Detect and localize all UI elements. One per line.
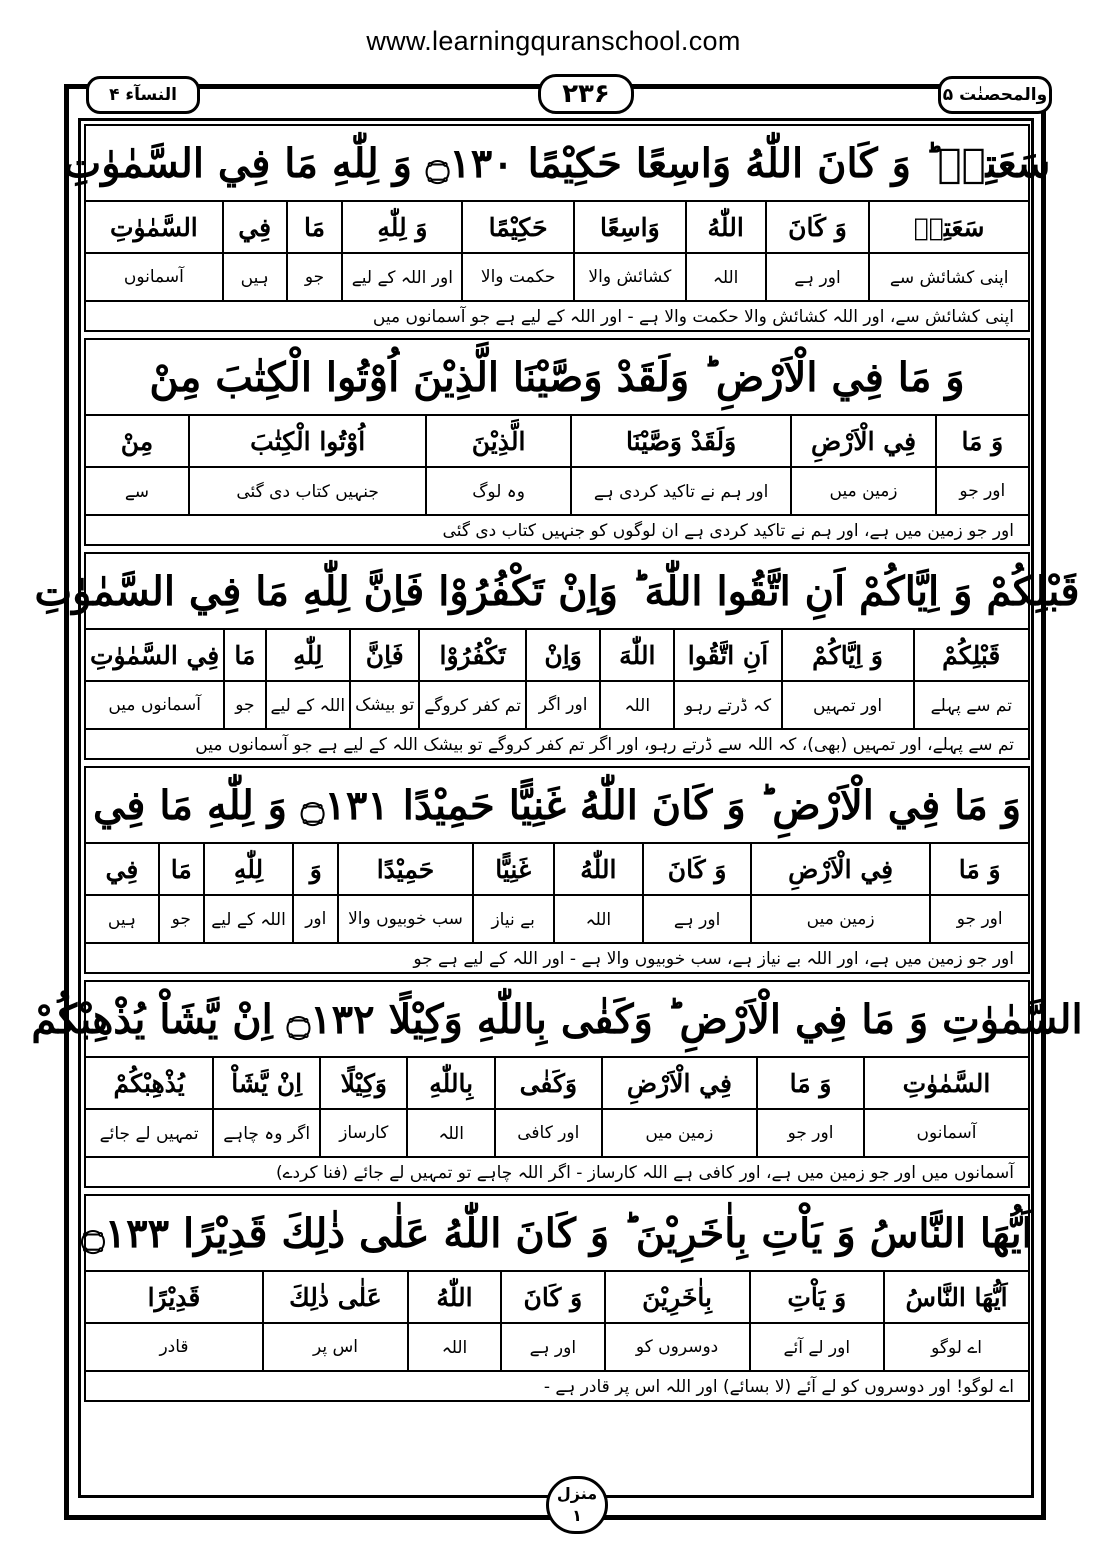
arabic-word-cell: وَ كَانَ bbox=[642, 844, 750, 896]
urdu-meaning-cell: اے لوگو bbox=[883, 1324, 1028, 1372]
urdu-meaning-cell: اور bbox=[292, 896, 337, 944]
urdu-meaning-cell: اس پر bbox=[262, 1324, 407, 1372]
urdu-meaning-cell: آسمانوں bbox=[863, 1110, 1028, 1158]
arabic-word-cell: فَاِنَّ bbox=[349, 630, 418, 682]
urdu-meaning-cell: ہیں bbox=[86, 896, 158, 944]
urdu-meaning-cell: زمین میں bbox=[601, 1110, 756, 1158]
arabic-word-cell: سَعَتِهٖ bbox=[868, 202, 1028, 254]
arabic-word-cell: بِاٰخَرِيْنَ bbox=[604, 1272, 749, 1324]
urdu-meaning-cell: دوسروں کو bbox=[604, 1324, 749, 1372]
website-url: www.learningquranschool.com bbox=[366, 26, 741, 56]
arabic-word-cell: اللّٰهُ bbox=[685, 202, 765, 254]
urdu-meaning-cell: جو bbox=[223, 682, 264, 730]
word-gloss-table bbox=[84, 1058, 1030, 1158]
urdu-translation-line: اے لوگو! اور دوسروں کو لے آئے (لا بسائے) اور اللہ اس پر قادر ہے - bbox=[84, 1372, 1030, 1402]
urdu-meaning-cell: تو بیشک bbox=[349, 682, 418, 730]
arabic-word-cell: السَّمٰوٰتِ bbox=[86, 202, 222, 254]
ayah-section bbox=[63, 124, 1051, 332]
urdu-meaning-cell: اپنی کشائش سے bbox=[868, 254, 1028, 302]
ayah-section bbox=[84, 338, 1030, 546]
urdu-meaning-cell: اللہ کے لیے bbox=[203, 896, 293, 944]
ayah-section bbox=[31, 980, 1083, 1188]
urdu-meaning-cell: اور ہے bbox=[500, 1324, 604, 1372]
surah-name-badge: النسآء ۴ bbox=[86, 76, 200, 114]
urdu-meaning-cell: تم سے پہلے bbox=[913, 682, 1028, 730]
word-gloss-table bbox=[84, 1272, 1030, 1372]
urdu-meaning-cell: اور جو bbox=[935, 468, 1028, 516]
urdu-translation-line: اپنی کشائش سے، اور اللہ کشائش والا حکمت والا ہے - اور اللہ کے لیے ہے جو آسمانوں میں bbox=[84, 302, 1030, 332]
page-number-badge: ۲۳۶ bbox=[538, 74, 634, 114]
urdu-meaning-cell: اور کافی bbox=[494, 1110, 601, 1158]
urdu-meaning-cell: جو bbox=[286, 254, 342, 302]
arabic-word-cell: مَا bbox=[286, 202, 342, 254]
arabic-word-cell: غَنِيًّا bbox=[472, 844, 553, 896]
arabic-word-cell: اللّٰهُ bbox=[407, 1272, 500, 1324]
urdu-meaning-cell: کارساز bbox=[319, 1110, 406, 1158]
urdu-meaning-cell: بے نیاز bbox=[472, 896, 553, 944]
arabic-word-cell: وَكِيْلًا bbox=[319, 1058, 406, 1110]
arabic-word-cell: وَ كَانَ bbox=[500, 1272, 604, 1324]
urdu-meaning-cell: اللہ bbox=[685, 254, 765, 302]
arabic-word-cell: وَاسِعًا bbox=[573, 202, 685, 254]
arabic-word-cell: لِلّٰهِ bbox=[265, 630, 350, 682]
urdu-meaning-cell: اور لے آئے bbox=[749, 1324, 884, 1372]
ayah-section bbox=[84, 766, 1030, 974]
word-gloss-table bbox=[84, 416, 1030, 516]
urdu-meaning-cell: قادر bbox=[86, 1324, 262, 1372]
arabic-word-cell: وَ اِيَّاكُمْ bbox=[781, 630, 913, 682]
arabic-word-cell: وَكَفٰى bbox=[494, 1058, 601, 1110]
urdu-translation-line: تم سے پہلے، اور تمہیں (بھی)، کہ اللہ سے ڈرتے رہو، اور اگر تم کفر کروگے تو بیشک اللہ کے لیے ہے جو آسمانوں میں bbox=[84, 730, 1030, 760]
urdu-meaning-cell: حکمت والا bbox=[461, 254, 573, 302]
urdu-meaning-cell: اور ہے bbox=[642, 896, 750, 944]
arabic-word-cell: اُوْتُوا الْكِتٰبَ bbox=[188, 416, 426, 468]
quran-page-body bbox=[31, 124, 1083, 1402]
urdu-meaning-cell: اللہ bbox=[553, 896, 643, 944]
urdu-meaning-cell: اور ہم نے تاکید کردی ہے bbox=[570, 468, 791, 516]
arabic-word-cell: مِنْ bbox=[86, 416, 188, 468]
arabic-word-cell: عَلٰى ذٰلِكَ bbox=[262, 1272, 407, 1324]
urdu-meaning-cell: سے bbox=[86, 468, 188, 516]
arabic-word-cell: فِي الْاَرْضِ bbox=[601, 1058, 756, 1110]
arabic-word-cell: السَّمٰوٰتِ bbox=[863, 1058, 1028, 1110]
urdu-translation-line: آسمانوں میں اور جو زمین میں ہے، اور کافی ہے اللہ کارساز - اگر اللہ چاہے تو تمہیں لے جائے (فنا کردے) bbox=[84, 1158, 1030, 1188]
urdu-meaning-cell: اگر وہ چاہے bbox=[212, 1110, 319, 1158]
arabic-word-cell: وَ كَانَ bbox=[765, 202, 869, 254]
arabic-word-cell: فِي bbox=[222, 202, 286, 254]
ayah-line: اَيُّهَا النَّاسُ وَ يَاْتِ بِاٰخَرِيْنَ ؕ وَ كَانَ اللّٰهُ عَلٰى ذٰلِكَ قَدِيْرًا ۝۱۳۳ bbox=[84, 1194, 1030, 1272]
urdu-meaning-cell: تمہیں لے جائے bbox=[86, 1110, 212, 1158]
arabic-word-cell: الَّذِيْنَ bbox=[425, 416, 569, 468]
arabic-word-cell: مَا bbox=[158, 844, 203, 896]
arabic-word-cell: اِنْ يَّشَاْ bbox=[212, 1058, 319, 1110]
urdu-meaning-cell: زمین میں bbox=[790, 468, 934, 516]
arabic-word-cell: اَنِ اتَّقُوا bbox=[673, 630, 780, 682]
ayah-section bbox=[34, 552, 1080, 760]
para-name-badge: والمحصنٰت ۵ bbox=[938, 76, 1052, 114]
manzil-number: ۱ bbox=[572, 1506, 582, 1525]
ayah-line: وَ مَا فِي الْاَرْضِ ؕ وَ كَانَ اللّٰهُ غَنِيًّا حَمِيْدًا ۝۱۳۱ وَ لِلّٰهِ مَا فِي bbox=[84, 766, 1030, 844]
arabic-word-cell: وَ مَا bbox=[756, 1058, 863, 1110]
arabic-word-cell: فِي الْاَرْضِ bbox=[790, 416, 934, 468]
urdu-meaning-cell: کہ ڈرتے رہو bbox=[673, 682, 780, 730]
ayah-line: وَ مَا فِي الْاَرْضِ ؕ وَلَقَدْ وَصَّيْنَا الَّذِيْنَ اُوْتُوا الْكِتٰبَ مِنْ bbox=[84, 338, 1030, 416]
arabic-word-cell: وَاِنْ bbox=[525, 630, 599, 682]
urdu-translation-line: اور جو زمین میں ہے، اور ہم نے تاکید کردی ہے ان لوگوں کو جنہیں کتاب دی گئی bbox=[84, 516, 1030, 546]
urdu-meaning-cell: اور اگر bbox=[525, 682, 599, 730]
arabic-word-cell: لِلّٰهِ bbox=[203, 844, 293, 896]
urdu-meaning-cell: اور ہے bbox=[765, 254, 869, 302]
urdu-meaning-cell: سب خوبیوں والا bbox=[337, 896, 472, 944]
arabic-word-cell: مَا bbox=[223, 630, 264, 682]
urdu-meaning-cell: اللہ bbox=[406, 1110, 493, 1158]
arabic-word-cell: حَمِيْدًا bbox=[337, 844, 472, 896]
urdu-meaning-cell: اللہ bbox=[407, 1324, 500, 1372]
urdu-meaning-cell: اور جو bbox=[756, 1110, 863, 1158]
ayah-line: السَّمٰوٰتِ وَ مَا فِي الْاَرْضِ ؕ وَكَفٰى بِاللّٰهِ وَكِيْلًا ۝۱۳۲ اِنْ يَّشَاْ يُذْهِبْكُمْ bbox=[84, 980, 1030, 1058]
word-gloss-table bbox=[84, 202, 1030, 302]
urdu-meaning-cell: اور جو bbox=[929, 896, 1028, 944]
arabic-word-cell: اَيُّهَا النَّاسُ bbox=[883, 1272, 1028, 1324]
arabic-word-cell: قَدِيْرًا bbox=[86, 1272, 262, 1324]
word-gloss-table bbox=[84, 630, 1030, 730]
word-gloss-table bbox=[84, 844, 1030, 944]
arabic-word-cell: اللّٰهُ bbox=[553, 844, 643, 896]
arabic-word-cell: فِي الْاَرْضِ bbox=[750, 844, 929, 896]
urdu-meaning-cell: وہ لوگ bbox=[425, 468, 569, 516]
arabic-word-cell: فِي السَّمٰوٰتِ bbox=[86, 630, 223, 682]
manzil-badge bbox=[546, 1476, 608, 1534]
arabic-word-cell: تَكْفُرُوْا bbox=[418, 630, 525, 682]
arabic-word-cell: يُذْهِبْكُمْ bbox=[86, 1058, 212, 1110]
arabic-word-cell: وَ لِلّٰهِ bbox=[341, 202, 461, 254]
arabic-word-cell: وَ bbox=[292, 844, 337, 896]
urdu-meaning-cell: اور تمہیں bbox=[781, 682, 913, 730]
ayah-section bbox=[81, 1194, 1033, 1402]
arabic-word-cell: فِي bbox=[86, 844, 158, 896]
urdu-meaning-cell: تم کفر کروگے bbox=[418, 682, 525, 730]
urdu-meaning-cell: ہیں bbox=[222, 254, 286, 302]
arabic-word-cell: بِاللّٰهِ bbox=[406, 1058, 493, 1110]
arabic-word-cell: وَ يَاْتِ bbox=[749, 1272, 884, 1324]
urdu-meaning-cell: زمین میں bbox=[750, 896, 929, 944]
urdu-meaning-cell: جو bbox=[158, 896, 203, 944]
ayah-line: سَعَتِهٖ ؕ وَ كَانَ اللّٰهُ وَاسِعًا حَكِيْمًا ۝۱۳۰ وَ لِلّٰهِ مَا فِي السَّمٰوٰتِ bbox=[84, 124, 1030, 202]
arabic-word-cell: قَبْلِكُمْ bbox=[913, 630, 1028, 682]
arabic-word-cell: وَ مَا bbox=[929, 844, 1028, 896]
arabic-word-cell: اللّٰهَ bbox=[599, 630, 673, 682]
ayah-line: قَبْلِكُمْ وَ اِيَّاكُمْ اَنِ اتَّقُوا اللّٰهَ ؕ وَاِنْ تَكْفُرُوْا فَاِنَّ لِلّٰهِ مَا فِي السَّمٰوٰتِ bbox=[84, 552, 1030, 630]
urdu-meaning-cell: اور اللہ کے لیے bbox=[341, 254, 461, 302]
manzil-label: منزل bbox=[556, 1484, 598, 1503]
arabic-word-cell: حَكِيْمًا bbox=[461, 202, 573, 254]
arabic-word-cell: وَلَقَدْ وَصَّيْنَا bbox=[570, 416, 791, 468]
urdu-meaning-cell: اللہ bbox=[599, 682, 673, 730]
urdu-translation-line: اور جو زمین میں ہے، اور اللہ بے نیاز ہے، سب خوبیوں والا ہے - اور اللہ کے لیے ہے جو bbox=[84, 944, 1030, 974]
urdu-meaning-cell: کشائش والا bbox=[573, 254, 685, 302]
arabic-word-cell: وَ مَا bbox=[935, 416, 1028, 468]
urdu-meaning-cell: آسمانوں میں bbox=[86, 682, 223, 730]
urdu-meaning-cell: اللہ کے لیے bbox=[265, 682, 350, 730]
urdu-meaning-cell: جنہیں کتاب دی گئی bbox=[188, 468, 426, 516]
urdu-meaning-cell: آسمانوں bbox=[86, 254, 222, 302]
